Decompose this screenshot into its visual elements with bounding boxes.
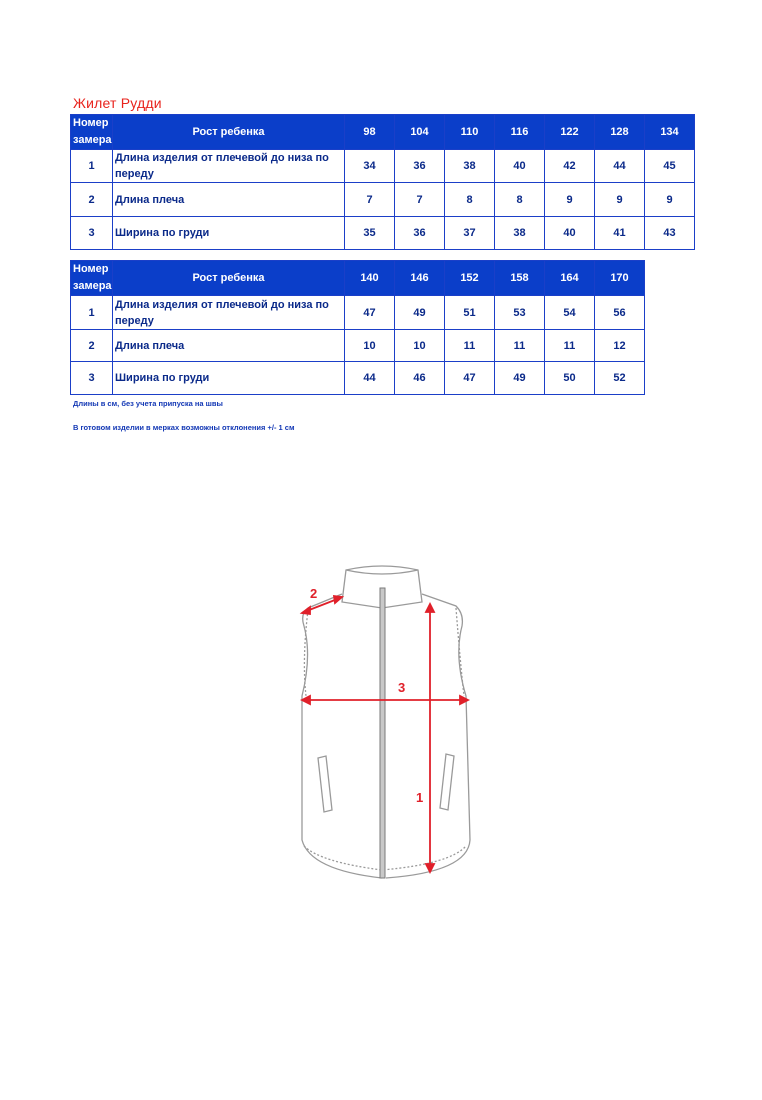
cell-value: 10 [395, 330, 445, 362]
note-deviation: В готовом изделии в мерках возможны отклонения +/- 1 см [73, 423, 295, 432]
table-header-row [71, 115, 695, 150]
cell-value: 56 [595, 296, 645, 330]
row-number: 2 [71, 183, 113, 217]
label-shoulder: 2 [310, 586, 318, 601]
row-number: 3 [71, 217, 113, 250]
cell-value: 12 [595, 330, 645, 362]
cell-value: 42 [545, 150, 595, 183]
header-size: 164 [545, 261, 595, 296]
zipper [380, 588, 385, 878]
cell-value: 54 [545, 296, 595, 330]
table-header-row [71, 261, 645, 296]
cell-value: 36 [395, 217, 445, 250]
cell-value: 52 [595, 362, 645, 395]
cell-value: 40 [495, 150, 545, 183]
cell-value: 36 [395, 150, 445, 183]
header-size: 170 [595, 261, 645, 296]
header-child-height: Рост ребенка [113, 115, 345, 150]
label-chest: 3 [398, 680, 406, 695]
cell-value: 46 [395, 362, 445, 395]
cell-value: 9 [595, 183, 645, 217]
cell-value: 43 [645, 217, 695, 250]
cell-value: 7 [395, 183, 445, 217]
header-size: 122 [545, 115, 595, 150]
cell-value: 35 [345, 217, 395, 250]
row-number: 3 [71, 362, 113, 395]
cell-value: 50 [545, 362, 595, 395]
cell-value: 49 [395, 296, 445, 330]
header-size: 98 [345, 115, 395, 150]
row-name: Ширина по груди [113, 362, 345, 395]
row-number: 1 [71, 296, 113, 330]
cell-value: 7 [345, 183, 395, 217]
row-name: Длина плеча [113, 183, 345, 217]
header-child-height: Рост ребенка [113, 261, 345, 296]
note-seam-allowance: Длины в см, без учета припуска на швы [73, 399, 223, 408]
cell-value: 37 [445, 217, 495, 250]
cell-value: 47 [345, 296, 395, 330]
header-size: 104 [395, 115, 445, 150]
cell-value: 9 [645, 183, 695, 217]
page-title: Жилет Рудди [73, 95, 162, 111]
vest-diagram [290, 560, 490, 900]
cell-value: 45 [645, 150, 695, 183]
cell-value: 9 [545, 183, 595, 217]
header-measure-number: Номер замера [71, 261, 113, 296]
header-size: 152 [445, 261, 495, 296]
label-length: 1 [416, 790, 424, 805]
table-row [71, 183, 695, 217]
cell-value: 49 [495, 362, 545, 395]
vest-outline [302, 566, 470, 878]
size-table-1 [70, 114, 695, 250]
cell-value: 11 [445, 330, 495, 362]
header-size: 134 [645, 115, 695, 150]
row-name: Длина изделия от плечевой до низа по переду [113, 296, 345, 330]
cell-value: 38 [445, 150, 495, 183]
size-table-2 [70, 260, 645, 395]
table-row [71, 150, 695, 183]
header-size: 110 [445, 115, 495, 150]
row-name: Ширина по груди [113, 217, 345, 250]
table-row [71, 362, 645, 395]
cell-value: 11 [495, 330, 545, 362]
cell-value: 8 [445, 183, 495, 217]
table-row [71, 296, 645, 330]
cell-value: 47 [445, 362, 495, 395]
header-size: 128 [595, 115, 645, 150]
cell-value: 51 [445, 296, 495, 330]
cell-value: 53 [495, 296, 545, 330]
cell-value: 41 [595, 217, 645, 250]
cell-value: 38 [495, 217, 545, 250]
cell-value: 40 [545, 217, 595, 250]
header-size: 158 [495, 261, 545, 296]
cell-value: 44 [595, 150, 645, 183]
header-size: 140 [345, 261, 395, 296]
row-name: Длина изделия от плечевой до низа по переду [113, 150, 345, 183]
row-number: 1 [71, 150, 113, 183]
row-name: Длина плеча [113, 330, 345, 362]
header-size: 146 [395, 261, 445, 296]
table-row [71, 330, 645, 362]
row-number: 2 [71, 330, 113, 362]
cell-value: 34 [345, 150, 395, 183]
cell-value: 11 [545, 330, 595, 362]
header-measure-number: Номер замера [71, 115, 113, 150]
cell-value: 44 [345, 362, 395, 395]
table-row [71, 217, 695, 250]
header-size: 116 [495, 115, 545, 150]
cell-value: 8 [495, 183, 545, 217]
cell-value: 10 [345, 330, 395, 362]
